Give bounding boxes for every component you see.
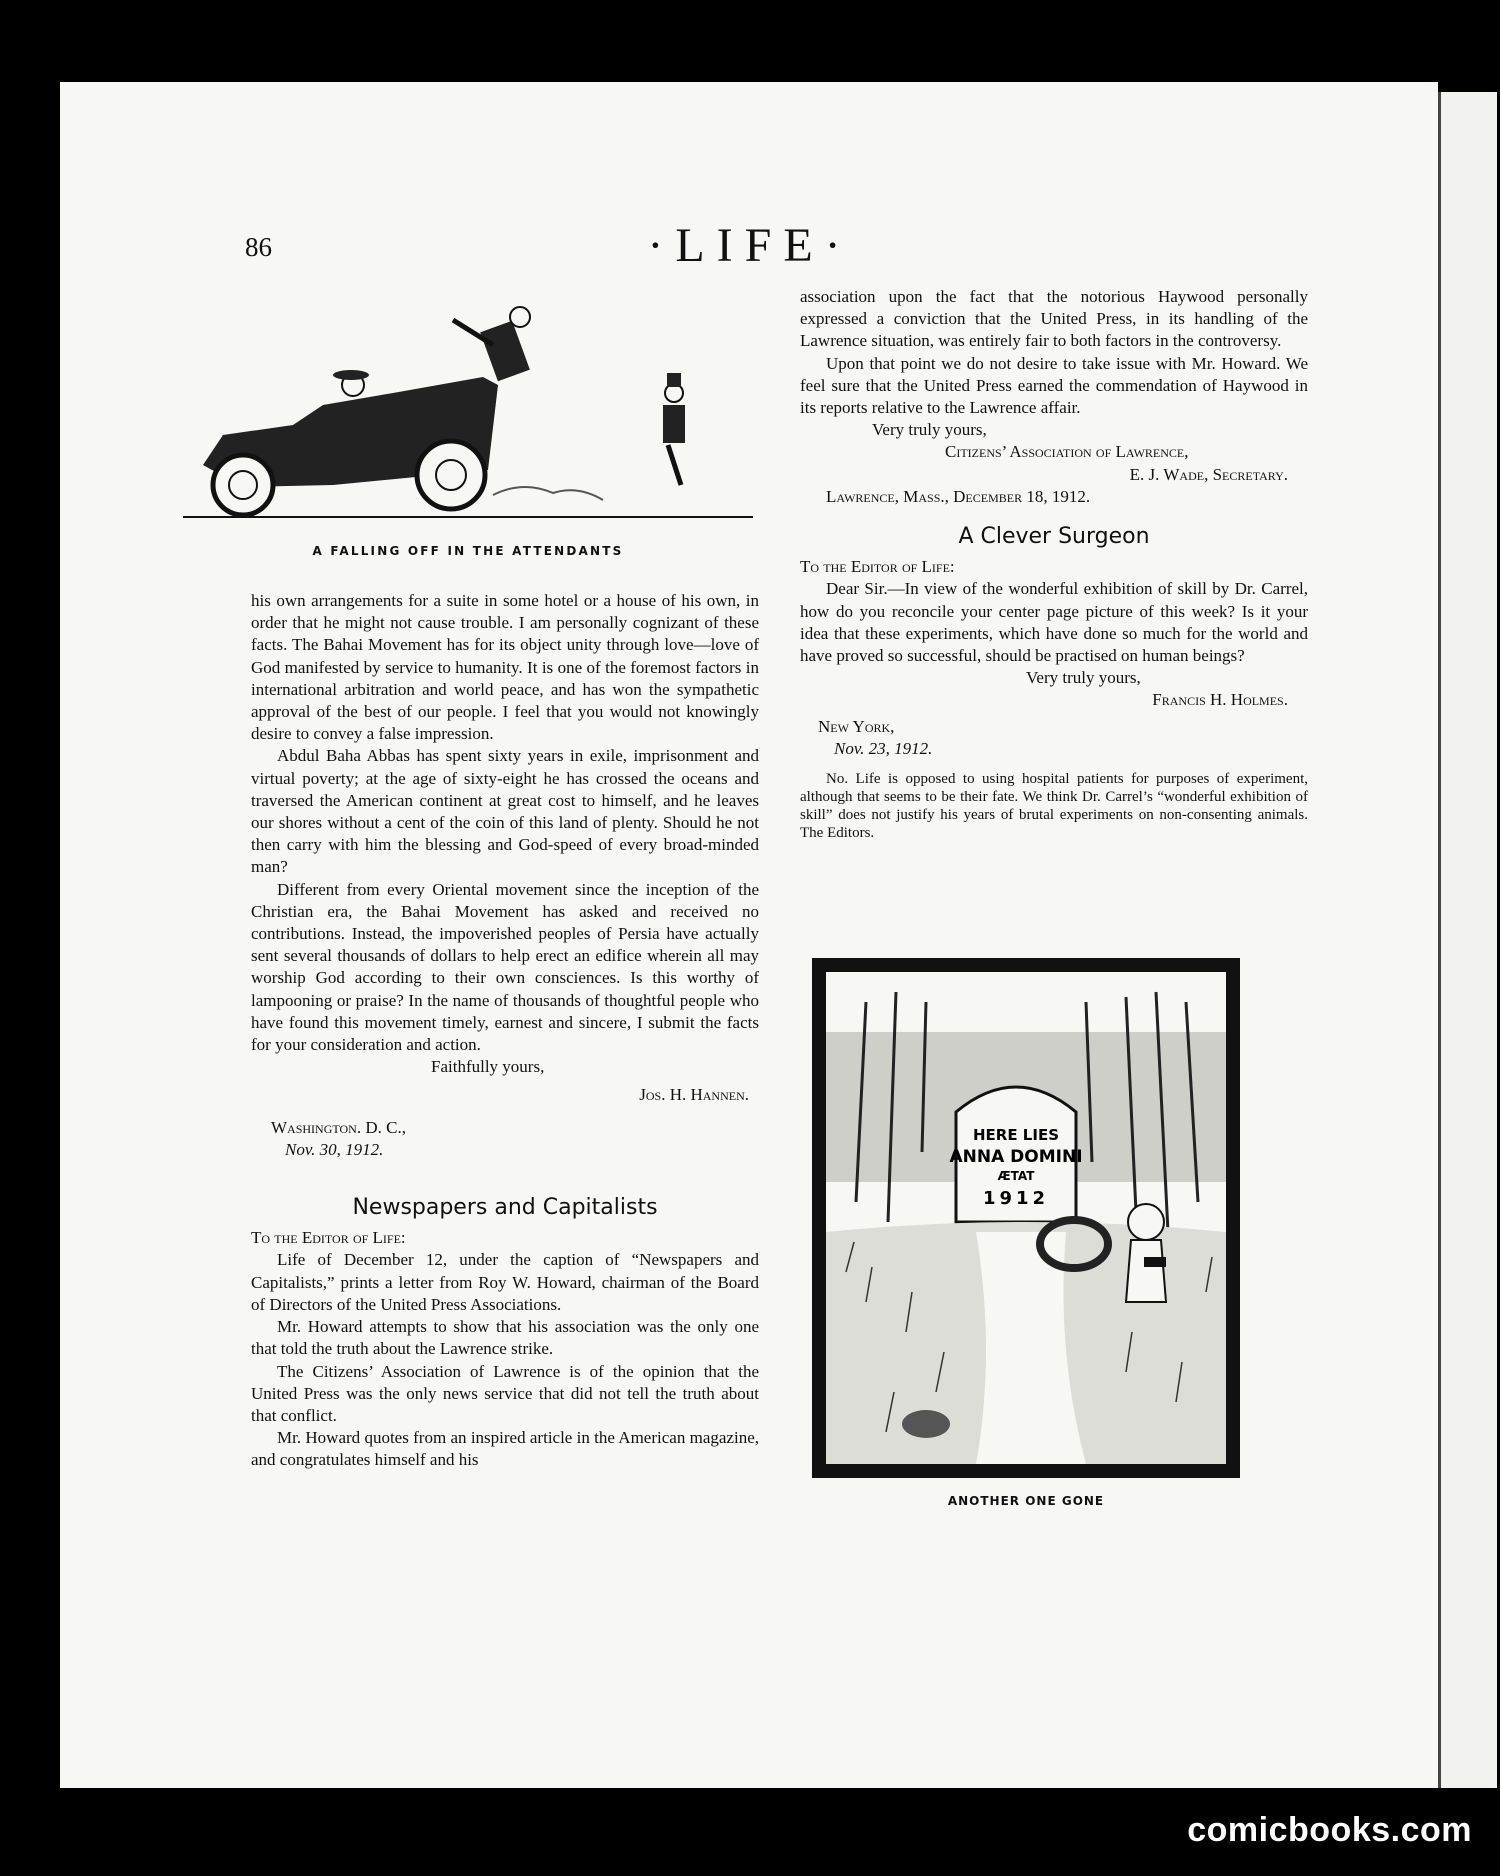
newspapers-paragraph: The Citizens’ Association of Lawrence is of the opinion that the United Press was the only news service that did not tell the truth about that conflict. [251,1361,759,1425]
letter-closing: Faithfully yours, [431,1057,545,1077]
right-column [800,286,1308,842]
tombstone-line-4: 1912 [982,1188,1050,1209]
letter-paragraph: Abdul Baha Abbas has spent sixty years in exile, imprisonment and virtual poverty; at the age of sixty-eight he has crossed the oceans and traversed the American continent at great cost to himself, and he leaves our shores without a cent of the coin of this land of plenty. Should he not then carry with him the blessing and God-speed of every broad-minded man? [251,746,759,877]
editors-reply: No. Life is opposed to using hospital patients for purposes of experiment, although that seems to be their fate. We think Dr. Carrel’s “wonderful exhibition of skill” does not justify his years of brutal experiments on non-consenting animals. The Editors. [800,771,1308,842]
letter-paragraph: Different from every Oriental movement since the inception of the Christian era, the Bahai Movement has asked and received no contributions. Instead, the impoverished peoples of Persia have actually sent several thousands of dollars to help erect an edifice wherein all may worship God according to their own consciences. Is this worthy of lampooning or praise? In the name of thousands of thoughtful people who have found this movement timely, earnest and sincere, I submit the facts for your consideration and action. [251,879,759,1055]
tombstone-line-2: ANNA DOMINI [949,1147,1083,1167]
grave-caption: ANOTHER ONE GONE [947,1494,1105,1508]
letter-signature: Jos. H. Hannen. [639,1085,749,1105]
surgeon-closing: Very truly yours, [1026,668,1141,688]
surgeon-place: New York, [818,716,895,736]
continuation-closing: Very truly yours, [872,420,987,440]
car-cartoon [183,295,753,525]
letter-date: Nov. 30, 1912. [285,1139,384,1159]
surgeon-date: Nov. 23, 1912. [834,738,933,758]
tombstone-line-1: HERE LIES [972,1126,1060,1144]
surgeon-salutation: To the Editor of Life: [800,557,955,577]
continuation-paragraph: Upon that point we do not desire to take issue with Mr. Howard. We feel sure that the United Press earned the commendation of Haywood in its reports relative to the Lawrence affair. [800,353,1308,418]
masthead: ·LIFE· [647,219,853,272]
newspapers-paragraph: Life of December 12, under the caption of “Newspapers and Capitalists,” prints a letter from Roy W. Howard, chairman of the Board of Directors of the United Press Associations. [251,1250,759,1314]
newspapers-salutation: To the Editor of Life: [251,1228,406,1248]
tombstone-line-3: ÆTAT [997,1169,1035,1183]
left-column [251,590,759,1472]
continuation-signer: E. J. Wade, Secretary. [1129,464,1288,484]
surgeon-heading: A Clever Surgeon [958,524,1150,550]
watermark: comicbooks.com [1187,1811,1472,1849]
surgeon-body: Dear Sir.—In view of the wonderful exhibition of skill by Dr. Carrel, how do you reconcile your center page picture of this week? Is it your idea that these experiments, which have done so much for the world and have proved so successful, should be practised on human beings? [800,579,1308,666]
continuation-org: Citizens’ Association of Lawrence, [945,442,1189,462]
newspapers-paragraph: Mr. Howard quotes from an inspired article in the American magazine, and congratulates himself and his [251,1428,759,1470]
grave-illustration [812,958,1240,1478]
letter-paragraph: his own arrangements for a suite in some hotel or a house of his own, in order that he might not cause trouble. I am personally cognizant of these facts. The Bahai Movement has for its object unity through love—love of God manifested by service to humanity. It is one of the foremost factors in international arbitration and world peace, and has won the sympathetic approval of the best of our people. I feel that you would not knowingly desire to convey a false impression. [251,591,759,744]
next-page-edge [1438,92,1497,1788]
surgeon-signature: Francis H. Holmes. [1152,690,1288,710]
newspapers-paragraph: Mr. Howard attempts to show that his association was the only one that told the truth about the Lawrence strike. [251,1317,759,1359]
newspapers-heading: Newspapers and Capitalists [352,1195,658,1221]
continuation-dateline: Lawrence, Mass., December 18, 1912. [826,486,1091,506]
car-cartoon-caption: A FALLING OFF IN THE ATTENDANTS [312,544,624,558]
continuation-paragraph: association upon the fact that the notorious Haywood personally expressed a conviction that the United Press, in its handling of the Lawrence situation, was entirely fair to both factors in the controversy. [800,287,1308,351]
page-number: 86 [245,232,272,262]
letter-place: Washington. D. C., [271,1117,406,1137]
